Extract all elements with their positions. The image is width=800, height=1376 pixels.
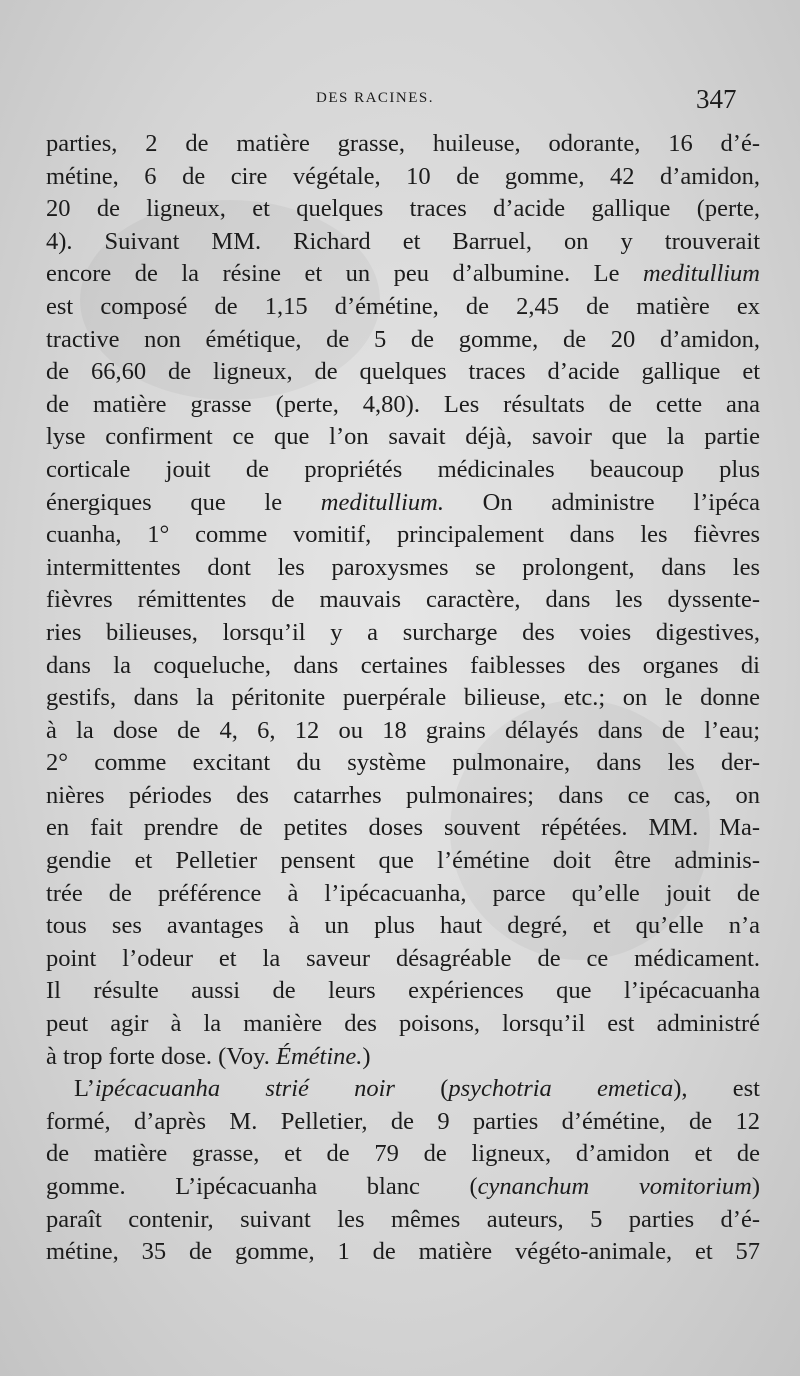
text-segment: L’ <box>74 1075 95 1103</box>
text-segment: de 66,60 de ligneux, de quelques traces d’acide gallique et <box>46 358 760 386</box>
text-segment: de matière grasse, et de 79 de ligneux, d’amidon et de <box>46 1140 760 1168</box>
text-segment: ) <box>751 1173 760 1200</box>
text-segment: formé, d’après M. Pelletier, de 9 parties d’émétine, de 12 <box>46 1107 760 1135</box>
text-line <box>46 943 760 976</box>
page-header <box>0 84 800 120</box>
text-segment: ( <box>394 1075 449 1103</box>
text-segment: métine, 35 de gomme, 1 de matière végéto-animale, et 57 <box>46 1238 760 1266</box>
text-line <box>46 421 760 454</box>
text-segment: point l’odeur et la saveur désagréable de ce médicament. <box>46 944 760 972</box>
text-line <box>46 975 760 1008</box>
text-line <box>46 552 760 585</box>
text-segment: ) <box>362 1042 371 1070</box>
text-line <box>46 193 760 226</box>
italic-text: meditullium. <box>320 488 444 516</box>
text-line <box>46 454 760 487</box>
italic-text: psychotria emetica <box>448 1075 674 1103</box>
text-line <box>46 878 760 911</box>
text-line <box>46 1008 760 1041</box>
text-line <box>46 650 760 683</box>
italic-text: ipécacuanha strié noir <box>94 1075 395 1103</box>
text-segment: On administre l’ipéca <box>443 488 760 516</box>
text-line <box>46 291 760 324</box>
text-segment: à trop forte dose. (Voy. <box>46 1042 276 1070</box>
text-segment: cuanha, 1° comme vomitif, principalement dans les fièvres <box>46 521 760 549</box>
text-line <box>46 1073 760 1106</box>
text-segment: peut agir à la manière des poisons, lorsqu’il est administré <box>46 1010 760 1038</box>
text-segment: Il résulte aussi de leurs expériences que l’ipécacuanha <box>46 977 760 1005</box>
text-segment: nières périodes des catarrhes pulmonaires; dans ce cas, on <box>46 781 760 809</box>
text-segment: trée de préférence à l’ipécacuanha, parce qu’elle jouit de <box>46 879 760 907</box>
text-line <box>46 682 760 715</box>
text-segment: lyse confirment ce que l’on savait déjà, savoir que la partie <box>46 423 760 451</box>
text-line <box>46 487 760 520</box>
text-line <box>46 1138 760 1171</box>
text-line <box>46 845 760 878</box>
text-line <box>46 1204 760 1237</box>
text-line <box>46 519 760 552</box>
text-segment: 2° comme excitant du système pulmonaire, dans les der- <box>46 749 760 777</box>
italic-text: meditullium <box>642 260 760 288</box>
text-segment: dans la coqueluche, dans certaines faiblesses des organes di <box>46 651 760 679</box>
text-segment: gestifs, dans la péritonite puerpérale bilieuse, etc.; on le donne <box>46 684 760 712</box>
text-segment: ), est <box>673 1075 760 1103</box>
text-segment: métine, 6 de cire végétale, 10 de gomme, 42 d’amidon, <box>46 162 760 190</box>
text-line <box>46 161 760 194</box>
text-line <box>46 356 760 389</box>
text-line <box>46 910 760 943</box>
text-line <box>46 1236 760 1269</box>
text-segment: gomme. L’ipécacuanha blanc ( <box>46 1173 478 1200</box>
text-line <box>46 324 760 357</box>
text-line <box>46 1041 760 1074</box>
text-segment: gendie et Pelletier pensent que l’émétine doit être adminis- <box>46 847 760 875</box>
text-line <box>46 747 760 780</box>
text-line <box>46 780 760 813</box>
text-segment: de matière grasse (perte, 4,80). Les résultats de cette ana <box>46 390 760 418</box>
text-segment: tractive non émétique, de 5 de gomme, de 20 d’amidon, <box>46 325 760 353</box>
text-segment: paraît contenir, suivant les mêmes auteurs, 5 parties d’é- <box>46 1205 760 1233</box>
text-line <box>46 584 760 617</box>
text-segment: énergiques que le <box>46 488 321 516</box>
text-segment: est composé de 1,15 d’émétine, de 2,45 de matière ex <box>46 292 760 320</box>
text-segment: à la dose de 4, 6, 12 ou 18 grains délayés dans de l’eau; <box>46 716 760 744</box>
text-segment: intermittentes dont les paroxysmes se prolongent, dans les <box>46 553 760 581</box>
text-segment: 4). Suivant MM. Richard et Barruel, on y trouverait <box>46 227 760 255</box>
page-number: 347 <box>696 84 737 114</box>
text-line <box>46 226 760 259</box>
text-line <box>46 715 760 748</box>
text-line <box>46 812 760 845</box>
text-line <box>46 389 760 422</box>
text-line <box>46 1171 760 1204</box>
body-text <box>46 128 760 1269</box>
text-segment: en fait prendre de petites doses souvent répétées. MM. Ma- <box>46 814 760 842</box>
text-line <box>46 617 760 650</box>
text-line <box>46 1106 760 1139</box>
text-line <box>46 128 760 161</box>
running-head: DES RACINES. <box>316 90 435 106</box>
italic-text: Émétine. <box>275 1042 363 1070</box>
text-segment: encore de la résine et un peu d’albumine. Le <box>46 260 643 288</box>
text-segment: ries bilieuses, lorsqu’il y a surcharge des voies digestives, <box>46 618 760 646</box>
text-segment: tous ses avantages à un plus haut degré, et qu’elle n’a <box>46 912 760 940</box>
text-segment: fièvres rémittentes de mauvais caractère, dans les dyssente- <box>46 586 760 614</box>
text-segment: corticale jouit de propriétés médicinales beaucoup plus <box>46 455 760 483</box>
text-segment: parties, 2 de matière grasse, huileuse, odorante, 16 d’é- <box>46 130 760 157</box>
italic-text: cynanchum vomitorium <box>477 1173 752 1200</box>
text-line <box>46 258 760 291</box>
text-segment: 20 de ligneux, et quelques traces d’acide gallique (perte, <box>46 195 760 223</box>
